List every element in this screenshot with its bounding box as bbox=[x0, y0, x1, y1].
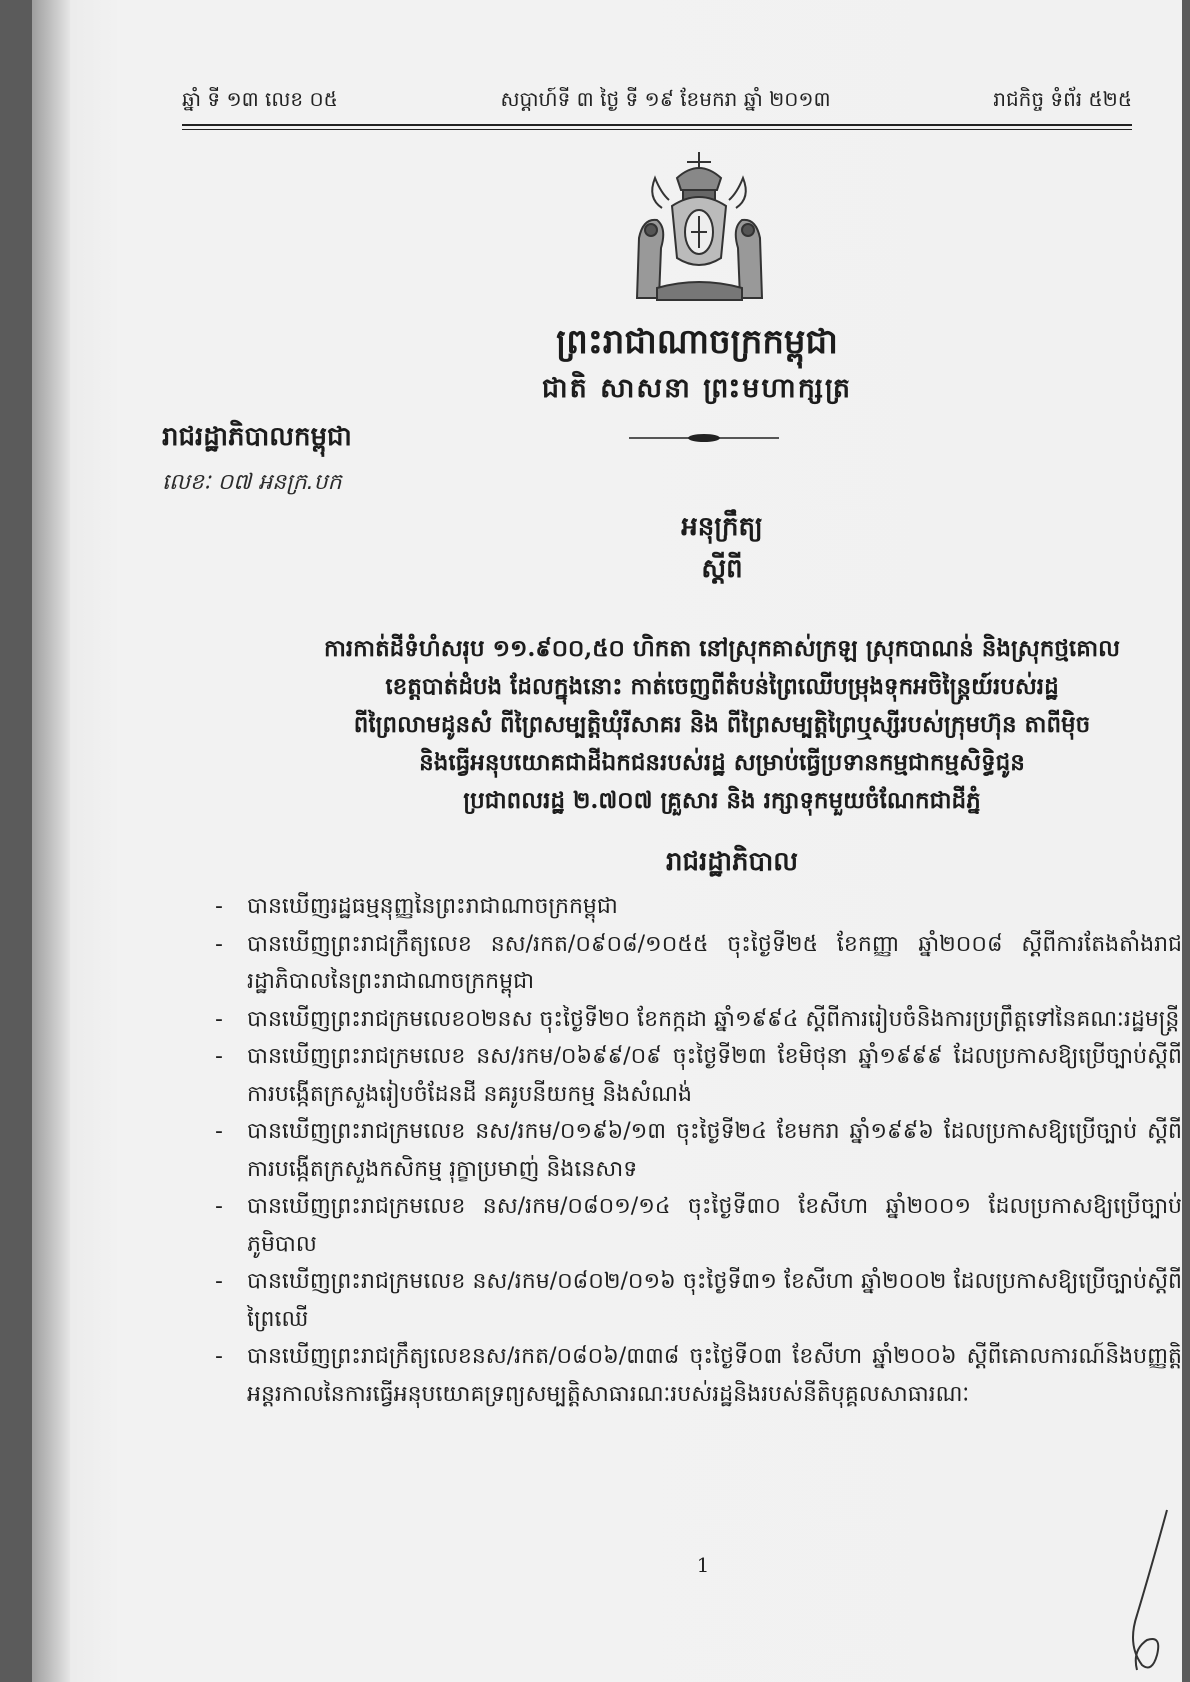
consideration-text: បានឃើញព្រះរាជក្រមលេខ នស/រកម/០១៩៦/១៣ ចុះថ្ងៃទី២៤ ខែមករា ឆ្នាំ១៩៩៦ ដែលប្រកាសឱ្យប្រើច្បាប់ ស្ដីពីការបង្កើតក្រសួងកសិកម្ម រុក្ខាប្រមាញ់ និងនេសាទ bbox=[247, 1119, 1182, 1182]
consideration-item bbox=[215, 1263, 1182, 1338]
bullet-dash: - bbox=[215, 894, 223, 919]
consideration-item bbox=[215, 1038, 1182, 1113]
bullet-dash: - bbox=[215, 1044, 223, 1069]
consideration-item bbox=[215, 1001, 1182, 1039]
consideration-item bbox=[215, 926, 1182, 1001]
subject-line: ការកាត់ដីទំហំសរុប ១១.៩០០,៥០ ហិកតា នៅស្រុកគាស់ក្រឡ ស្រុកបាណន់ និងស្រុកថ្មគោល bbox=[323, 635, 1121, 662]
national-motto: ជាតិ សាសនា ព្រះមហាក្សត្រ bbox=[541, 373, 853, 404]
subject-line: និងធ្វើអនុបយោគជាដីឯកជនរបស់រដ្ឋ សម្រាប់ធ្វើប្រទានកម្មជាកម្មសិទ្ធិជូន bbox=[419, 749, 1025, 776]
consideration-item bbox=[215, 888, 1182, 926]
consideration-item bbox=[215, 1188, 1182, 1263]
page-number: 1 bbox=[696, 1553, 710, 1577]
consideration-text: បានឃើញព្រះរាជក្រមលេខ នស/រកម/០៨០២/០១៦ ចុះថ្ងៃទី៣១ ខែសីហា ឆ្នាំ២០០២ ដែលប្រកាសឱ្យប្រើច្បាប់ស្ដីពីព្រៃឈើ bbox=[247, 1269, 1182, 1332]
signature-icon bbox=[1107, 1505, 1182, 1675]
government-heading: រាជរដ្ឋាភិបាល bbox=[665, 847, 799, 877]
gazette-page: រាជកិច្ច ទំព័រ ៥២៥ bbox=[993, 87, 1132, 111]
consideration-text: បានឃើញព្រះរាជក្រឹត្យលេខ នស/រកត/០៩០៨/១០៥៥ ចុះថ្ងៃទី២៥ ខែកញ្ញា ឆ្នាំ២០០៨ ស្ដីពីការតែងតាំងរាជរដ្ឋាភិបាលនៃព្រះរាជាណាចក្រកម្ពុជា bbox=[247, 931, 1182, 994]
bullet-dash: - bbox=[215, 1006, 223, 1032]
considerations-list bbox=[215, 888, 1182, 1413]
consideration-text: បានឃើញព្រះរាជក្រមលេខ នស/រកម/០៨០១/១៤ ចុះថ្ងៃទី៣០ ខែសីហា ឆ្នាំ២០០១ ដែលប្រកាសឱ្យប្រើច្បាប់ភូមិបាល bbox=[247, 1194, 1182, 1257]
consideration-text: បានឃើញព្រះរាជក្រឹត្យលេខនស/រកត/០៨០៦/៣៣៨ ចុះថ្ងៃទី០៣ ខែសីហា ឆ្នាំ២០០៦ ស្ដីពីគោលការណ៍និងបញ្ញត្តិអន្តរកាលនៃការធ្វើអនុបយោគទ្រព្យសម្បត្តិសាធារណៈរបស់រដ្ឋនិងរបស់នីតិបុគ្គលសាធារណៈ bbox=[247, 1344, 1182, 1407]
document-type: អនុក្រឹត្យ bbox=[681, 512, 763, 542]
header-rule-thin bbox=[182, 129, 1132, 130]
scan-binding-edge bbox=[32, 0, 70, 1682]
document-number: លេខៈ ០៧ អនក្រ.បក bbox=[162, 470, 342, 495]
bullet-dash: - bbox=[215, 931, 223, 957]
consideration-text: បានឃើញរដ្ឋធម្មនុញ្ញនៃព្រះរាជាណាចក្រកម្ពុជា bbox=[247, 894, 618, 919]
bullet-dash: - bbox=[215, 1194, 223, 1219]
document-about: ស្ដីពី bbox=[701, 554, 743, 584]
consideration-text: បានឃើញព្រះរាជក្រមលេខ នស/រកម/០៦៩៩/០៩ ចុះថ្ងៃទី២៣ ខែមិថុនា ឆ្នាំ១៩៩៩ ដែលប្រកាសឱ្យប្រើច្បាប់ស្ដីពីការបង្កើតក្រសួងរៀបចំដែនដី នគរូបនីយកម្ម និងសំណង់ bbox=[247, 1044, 1182, 1107]
subject-line: ខេត្តបាត់ដំបង ដែលក្នុងនោះ កាត់ចេញពីតំបន់ព្រៃឈើបម្រុងទុកអចិន្ត្រៃយ៍របស់រដ្ឋ bbox=[385, 673, 1059, 700]
gazette-date: សប្ដាហ៍ទី ៣ ថ្ងៃ ទី ១៩ ខែមករា ឆ្នាំ ២០១៣ bbox=[500, 87, 831, 111]
document-subject bbox=[247, 630, 1182, 820]
divider-ornament-icon bbox=[629, 432, 779, 444]
consideration-item bbox=[215, 1338, 1182, 1413]
subject-line: ប្រជាពលរដ្ឋ ២.៧០៧ គ្រួសារ និង រក្សាទុកមួយចំណែកជាដីភ្នំ bbox=[463, 787, 981, 814]
consideration-text: បានឃើញព្រះរាជក្រមលេខ០២នស ចុះថ្ងៃទី២០ ខែកក្កដា ឆ្នាំ១៩៩៤ ស្ដីពីការរៀបចំនិងការប្រព្រឹត្តទៅនៃគណៈរដ្ឋមន្ត្រី bbox=[247, 1006, 1180, 1032]
royal-emblem-icon bbox=[617, 148, 782, 308]
document-page bbox=[32, 0, 1182, 1682]
header-rule bbox=[182, 124, 1132, 126]
gazette-header bbox=[182, 86, 1132, 116]
gazette-issue: ឆ្នាំ ទី ១៣ លេខ ០៥ bbox=[182, 87, 338, 111]
subject-line: ពីព្រៃលាមដូនសំ ពីព្រៃសម្បត្តិឃុំរីសាគរ និង ពីព្រៃសម្បត្តិព្រៃឬស្សីរបស់ក្រុមហ៊ុន តាពីម៉ិច bbox=[353, 711, 1091, 738]
bullet-dash: - bbox=[215, 1269, 223, 1294]
kingdom-title: ព្រះរាជាណាចក្រកម្ពុជា bbox=[556, 322, 838, 362]
consideration-item bbox=[215, 1113, 1182, 1188]
issuer-name: រាជរដ្ឋាភិបាលកម្ពុជា bbox=[162, 422, 352, 452]
bullet-dash: - bbox=[215, 1119, 223, 1144]
bullet-dash: - bbox=[215, 1344, 223, 1369]
